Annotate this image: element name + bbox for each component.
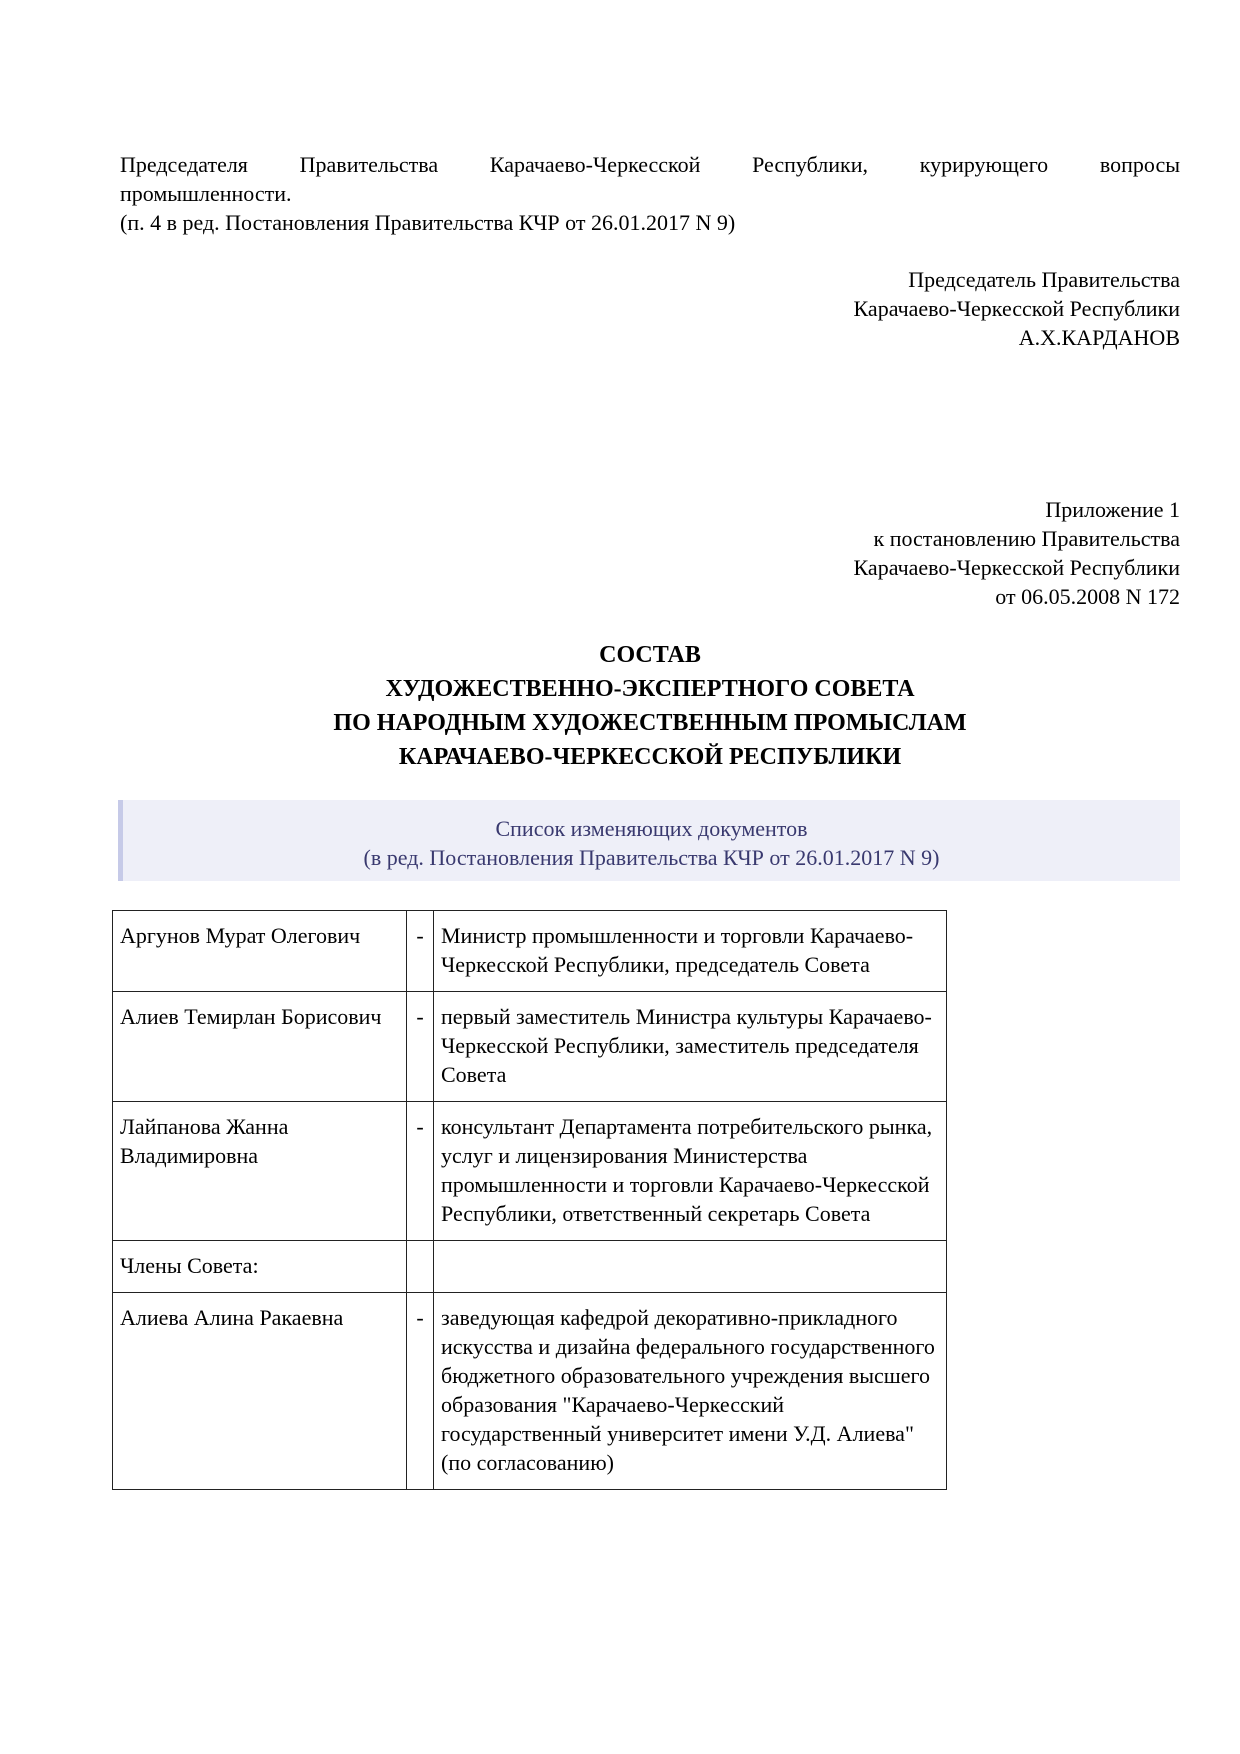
dash-cell: - (407, 992, 434, 1102)
member-role: консультант Департамента потребительского рынка, услуг и лицензирования Министерства промышленности и торговли Карачаево-Черкесской Республики, ответственный секретарь Совета (434, 1102, 947, 1241)
table-row (113, 1102, 947, 1241)
table-row (113, 1241, 947, 1293)
title-line: ХУДОЖЕСТВЕННО-ЭКСПЕРТНОГО СОВЕТА (385, 676, 915, 702)
member-name: Алиева Алина Ракаевна (113, 1293, 407, 1490)
appendix-line: к постановлению Правительства (873, 526, 1180, 551)
changes-heading: Список изменяющих документов (495, 816, 808, 841)
table-row (113, 911, 947, 992)
member-name: Члены Совета: (113, 1241, 407, 1293)
dash-cell: - (407, 1293, 434, 1490)
changes-text: (в ред. Постановления Правительства КЧР от 26.01.2017 N 9) (363, 845, 940, 870)
dash-cell: - (407, 1102, 434, 1241)
signature-block (854, 265, 1180, 352)
table-row (113, 992, 947, 1102)
member-role: заведующая кафедрой декоративно-прикладного искусства и дизайна федерального государственного бюджетного образовательного учреждения высшего образования "Карачаево-Черкесский государственный университет имени У.Д. Алиева" (по согласованию) (434, 1293, 947, 1490)
appendix-line: от 06.05.2008 N 172 (995, 584, 1180, 609)
amendment-note: (п. 4 в ред. Постановления Правительства КЧР от 26.01.2017 N 9) (120, 210, 736, 235)
intro-line-2: промышленности. (120, 181, 292, 206)
title-line: ПО НАРОДНЫМ ХУДОЖЕСТВЕННЫМ ПРОМЫСЛАМ (333, 710, 967, 736)
title-line: СОСТАВ (599, 642, 701, 668)
appendix-block (854, 495, 1180, 611)
document-title (120, 638, 1180, 774)
council-table (112, 910, 947, 1490)
member-role (434, 1241, 947, 1293)
signature-line: Председатель Правительства (908, 267, 1180, 292)
appendix-line: Карачаево-Черкесской Республики (853, 555, 1180, 580)
dash-cell (407, 1241, 434, 1293)
title-line: КАРАЧАЕВО-ЧЕРКЕССКОЙ РЕСПУБЛИКИ (398, 744, 902, 770)
dash-cell: - (407, 911, 434, 992)
table-row (113, 1293, 947, 1490)
member-name: Алиев Темирлан Борисович (113, 992, 407, 1102)
signature-name: А.Х.КАРДАНОВ (1018, 325, 1180, 350)
intro-line-1: Председателя Правительства Карачаево-Черкесской Республики, курирующего вопросы (120, 152, 1180, 177)
changes-box (118, 800, 1180, 881)
member-name: Лайпанова Жанна Владимировна (113, 1102, 407, 1241)
member-name: Аргунов Мурат Олегович (113, 911, 407, 992)
signature-line: Карачаево-Черкесской Республики (853, 296, 1180, 321)
member-role: первый заместитель Министра культуры Карачаево-Черкесской Республики, заместитель председателя Совета (434, 992, 947, 1102)
member-role: Министр промышленности и торговли Карачаево-Черкесской Республики, председатель Совета (434, 911, 947, 992)
appendix-line: Приложение 1 (1045, 497, 1180, 522)
